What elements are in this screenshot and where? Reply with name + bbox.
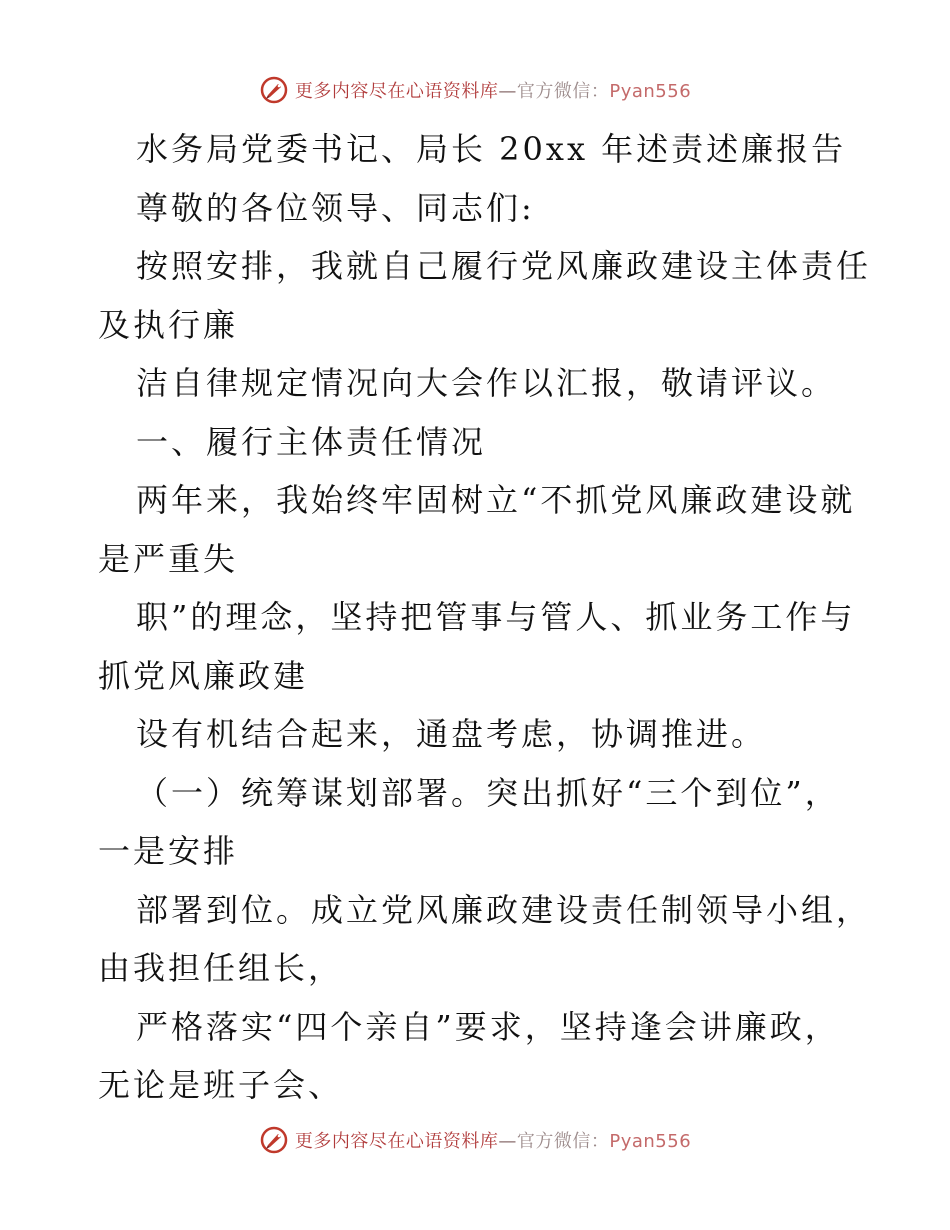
document-line: 抓党风廉政建: [98, 656, 309, 695]
watermark-text: [295, 1127, 691, 1153]
watermark-site-text: 更多内容尽在心语资料库: [294, 1131, 499, 1152]
watermark-wechat-label: 官方微信：: [516, 81, 610, 102]
watermark-site-text: 更多内容尽在心语资料库: [294, 81, 499, 102]
watermark-wechat-label: 官方微信：: [516, 1131, 610, 1152]
document-line: 设有机结合起来，通盘考虑，协调推进。: [136, 715, 767, 753]
document-line: 两年来，我始终牢固树立“不抓党风廉政建设就: [136, 481, 856, 519]
watermark-separator: —: [498, 81, 517, 102]
document-line: 一、履行主体责任情况: [136, 422, 487, 461]
header-watermark: [0, 70, 950, 110]
pen-nib-logo-icon: [259, 75, 289, 105]
document-line: 洁自律规定情况向大会作以汇报，敬请评议。: [136, 364, 837, 402]
document-line: 无论是班子会、: [98, 1066, 344, 1104]
watermark-account: Pyan556: [609, 81, 692, 102]
document-line: （一）统筹谋划部署。突出抓好“三个到位”，: [136, 773, 840, 812]
document-line: 职”的理念，坚持把管事与管人、抓业务工作与: [136, 598, 856, 636]
document-line: 水务局党委书记、局长 20xx 年述责述廉报告: [136, 130, 847, 168]
document-line: 由我担任组长，: [98, 949, 344, 987]
document-line: 是严重失: [98, 539, 239, 578]
document-line: 严格落实“四个亲自”要求，坚持逢会讲廉政，: [136, 1007, 840, 1046]
document-line: 按照安排，我就自己履行党风廉政建设主体责任: [136, 247, 872, 285]
document-body: [98, 120, 872, 1115]
watermark-separator: —: [498, 1131, 517, 1152]
footer-watermark: [0, 1120, 950, 1160]
pen-nib-logo-icon: [259, 1125, 289, 1155]
watermark-account: Pyan556: [609, 1131, 692, 1152]
watermark-text: [295, 77, 691, 103]
document-line: 尊敬的各位领导、同志们:: [136, 188, 535, 227]
document-line: 及执行廉: [98, 305, 239, 344]
document-line: 一是安排: [98, 832, 239, 870]
document-line: 部署到位。成立党风廉政建设责任制领导小组，: [136, 890, 872, 929]
